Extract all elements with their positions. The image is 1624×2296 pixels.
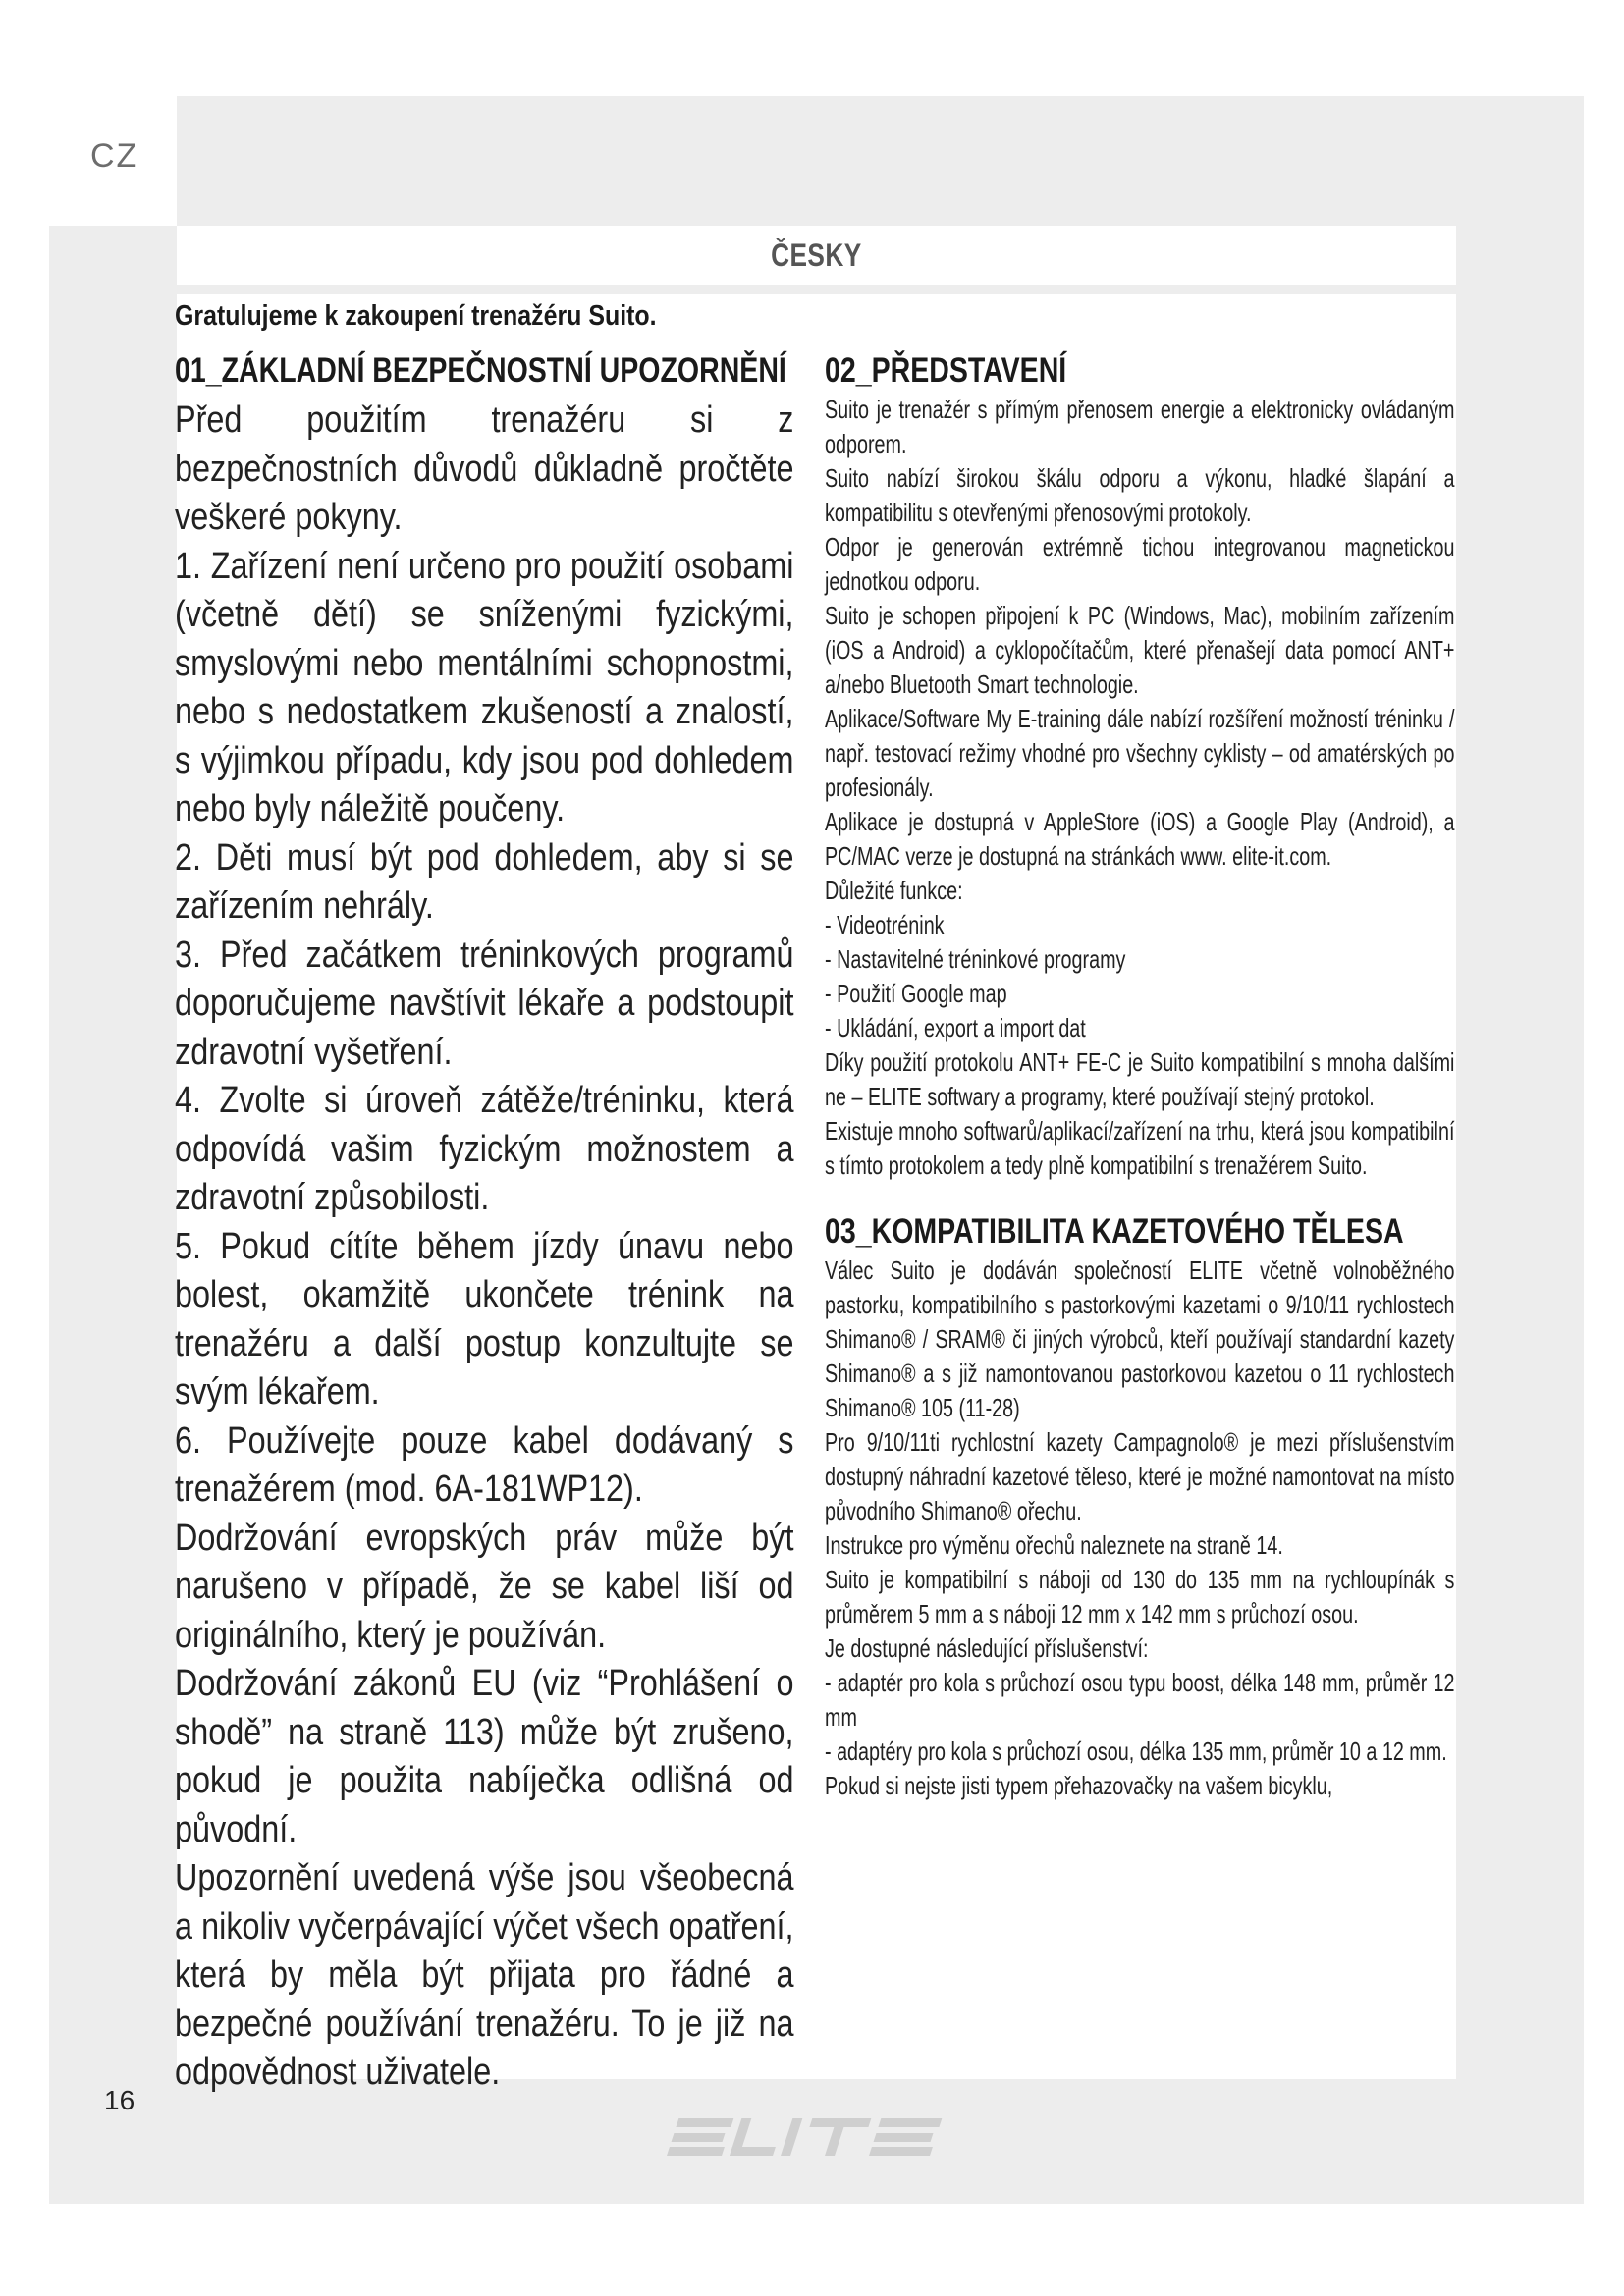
section2-paragraph: Díky použití protokolu ANT+ FE-C je Suito kompatibilní s mnoha dalšími ne – ELITE softwary a programy, které používají stejný protokol. <box>825 1047 1455 1111</box>
section3-paragraph: Suito je kompatibilní s náboji od 130 do 135 mm na rychloupínák s průměrem 5 mm a s náboji 12 mm x 142 mm s průchozí osou. <box>825 1565 1455 1629</box>
intro-text: Gratulujeme k zakoupení trenažéru Suito. <box>175 300 657 332</box>
page-frame-right <box>1456 226 1584 2204</box>
section1-paragraph: 3. Před začátkem tréninkových programů doporučujeme navštívit lékaře a podstoupit zdravotní vyšetření. <box>175 934 794 1073</box>
section-spacer <box>825 1183 1453 1212</box>
section1-paragraph: 1. Zařízení není určeno pro použití osobami (včetně dětí) se sníženými fyzickými, smyslovými nebo mentálními schopnostmi, nebo s nedostatkem zkušeností a znalostí, s výjimkou případu, kdy jsou pod dohledem nebo byly náležitě poučeny. <box>175 545 794 829</box>
section2-paragraph: Odpor je generován extrémně tichou integrovanou magnetickou jednotkou odporu. <box>825 532 1455 596</box>
section3-paragraph: Je dostupné následující příslušenství: <box>825 1633 1149 1663</box>
section3-paragraph: Pokud si nejste jisti typem přehazovačky na vašem bicyklu, <box>825 1771 1333 1800</box>
title-divider <box>177 285 1456 294</box>
section3-heading: 03_KOMPATIBILITA KAZETOVÉHO TĚLESA <box>825 1212 1404 1251</box>
section2-heading: 02_PŘEDSTAVENÍ <box>825 351 1067 390</box>
elite-logo <box>664 2116 958 2158</box>
section2-list-item: - Nastavitelné tréninkové programy <box>825 944 1126 974</box>
section2-paragraph: Důležité funkce: <box>825 876 963 905</box>
section3-paragraph: Válec Suito je dodáván společností ELITE včetně volnoběžného pastorku, kompatibilního s pastorkovými kazetami o 9/10/11 rychlostech Shimano® / SRAM® či jiných výrobců, kteří používají standardní kazety Shimano® a s již namontovanou pastorkovou kazetou o 11 rychlostech Shimano® 105 (11-28) <box>825 1255 1455 1422</box>
language-code: CZ <box>90 137 139 175</box>
section1-paragraph: Před použitím trenažéru si z bezpečnostních důvodů důkladně pročtěte veškeré pokyny. <box>175 400 794 538</box>
section2-paragraph: Suito je trenažér s přímým přenosem energie a elektronicky ovládaným odporem. <box>825 395 1455 458</box>
right-column <box>825 351 1453 1803</box>
page-title: ČESKY <box>771 237 862 273</box>
section2-paragraph: Suito je schopen připojení k PC (Windows, Mac), mobilním zařízením (iOS a Android) a cyklopočítačům, které přenašejí data pomocí ANT+ a/nebo Bluetooth Smart technologie. <box>825 601 1455 699</box>
section1-heading: 01_ZÁKLADNÍ BEZPEČNOSTNÍ UPOZORNĚNÍ <box>175 351 786 390</box>
page-frame-left <box>49 226 177 2204</box>
page-frame-top <box>177 96 1584 226</box>
section3-paragraph: Pro 9/10/11ti rychlostní kazety Campagnolo® je mezi příslušenstvím dostupný náhradní kazetové těleso, které je možné namontovat na místo původního Shimano® ořechu. <box>825 1427 1455 1525</box>
section1-paragraph: Dodržování zákonů EU (viz “Prohlášení o shodě” na straně 113) může být zrušeno, pokud je použita nabíječka odlišná od původní. <box>175 1663 794 1850</box>
section1-paragraph: 5. Pokud cítíte během jízdy únavu nebo bolest, okamžitě ukončete trénink na trenažéru a další postup konzultujte se svým lékařem. <box>175 1225 794 1413</box>
section1-body <box>175 397 793 2098</box>
section2-paragraph: Suito nabízí širokou škálu odporu a výkonu, hladké šlapání a kompatibilitu s otevřenými přenosovými protokoly. <box>825 463 1455 527</box>
section2-paragraph: Aplikace/Software My E-training dále nabízí rozšíření možností tréninku / např. testovací režimy vhodné pro všechny cyklisty – od amatérských po profesionály. <box>825 704 1455 802</box>
section1-paragraph: 2. Děti musí být pod dohledem, aby si se zařízením nehrály. <box>175 836 794 927</box>
section2-paragraph: Existuje mnoho softwarů/aplikací/zařízení na trhu, která jsou kompatibilní s tímto protokolem a tedy plně kompatibilní s trenažérem Suito. <box>825 1116 1455 1180</box>
section1-paragraph: 6. Používejte pouze kabel dodávaný s trenažérem (mod. 6A-181WP12). <box>175 1419 794 1510</box>
section1-paragraph: 4. Zvolte si úroveň zátěže/tréninku, která odpovídá vašim fyzickým možnostem a zdravotní způsobilosti. <box>175 1080 794 1218</box>
section3-list-item: - adaptéry pro kola s průchozí osou, délka 135 mm, průměr 10 a 12 mm. <box>825 1736 1447 1766</box>
section3-paragraph: Instrukce pro výměnu ořechů naleznete na straně 14. <box>825 1530 1283 1560</box>
section1-paragraph: Upozornění uvedená výše jsou všeobecná a nikoliv vyčerpávající výčet všech opatření, která by měla být přijata pro řádné a bezpečné používání trenažéru. To je již na odpovědnost uživatele. <box>175 1857 794 2093</box>
left-column <box>175 351 793 2098</box>
section1-paragraph: Dodržování evropských práv může být narušeno v případě, že se kabel liší od originálního, který je používán. <box>175 1517 794 1656</box>
section3-body <box>825 1254 1454 1803</box>
section2-list-item: - Použití Google map <box>825 979 1007 1008</box>
section2-paragraph: Aplikace je dostupná v AppleStore (iOS) a Google Play (Android), a PC/MAC verze je dostupná na stránkách www. elite-it.com. <box>825 807 1455 871</box>
page-number: 16 <box>104 2085 135 2115</box>
section2-body <box>825 393 1454 1183</box>
section3-list-item: - adaptér pro kola s průchozí osou typu boost, délka 148 mm, průměr 12 mm <box>825 1668 1455 1732</box>
section2-list-item: - Ukládání, export a import dat <box>825 1013 1086 1042</box>
page-title-bar <box>177 226 1456 285</box>
section2-list-item: - Videotrénink <box>825 910 945 939</box>
